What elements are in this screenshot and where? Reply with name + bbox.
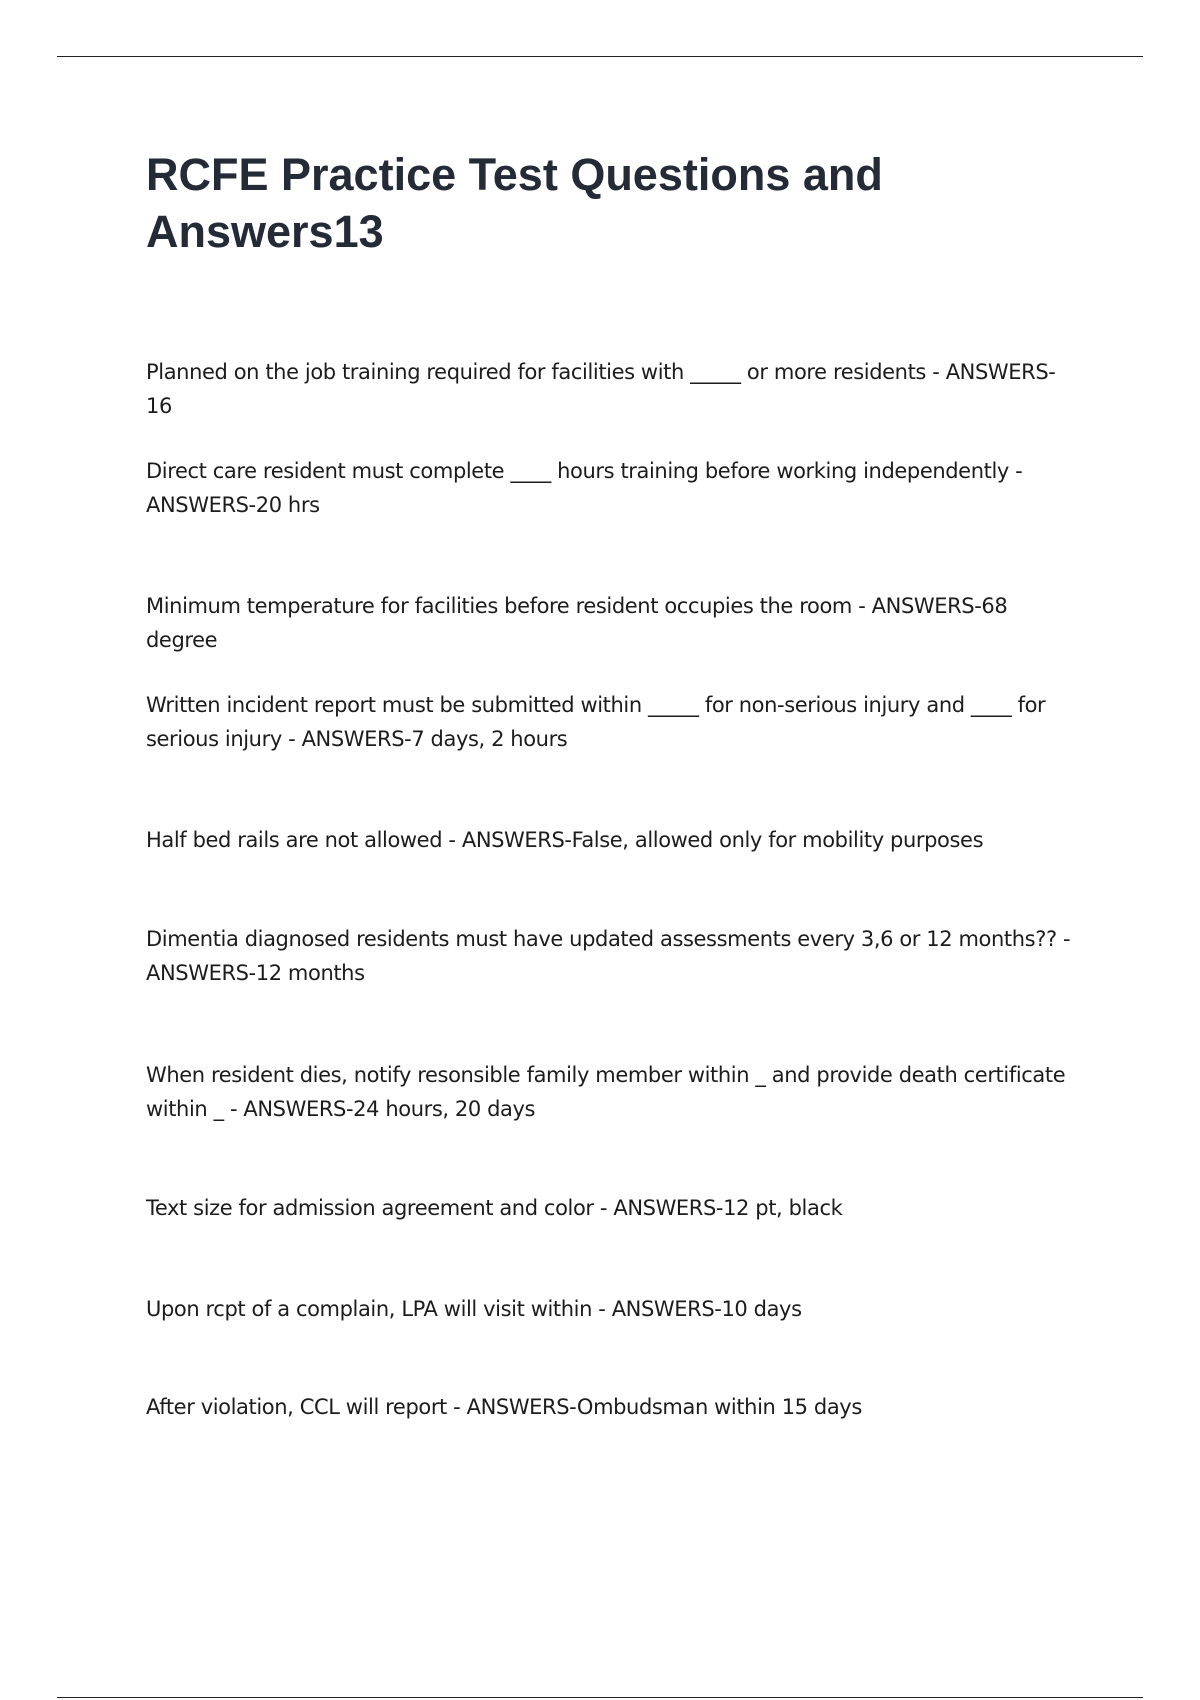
document-title: RCFE Practice Test Questions and Answers13: [146, 149, 883, 257]
qa-item-4: Written incident report must be submitted within _____ for non-serious injury and ____ for serious injury - ANSWERS-7 days, 2 hours: [146, 693, 1046, 751]
qa-item-7: When resident dies, notify resonsible family member within _ and provide death certificate within _ - ANSWERS-24 hours, 20 days: [146, 1063, 1066, 1121]
qa-item-1: Planned on the job training required for facilities with _____ or more residents - ANSWERS-16: [146, 360, 1056, 418]
qa-item-10: After violation, CCL will report - ANSWERS-Ombudsman within 15 days: [146, 1395, 862, 1419]
top-rule: [57, 56, 1143, 57]
qa-item-9: Upon rcpt of a complain, LPA will visit within - ANSWERS-10 days: [146, 1297, 802, 1321]
qa-item-2: Direct care resident must complete ____ hours training before working independently - ANSWERS-20 hrs: [146, 459, 1023, 517]
qa-item-5: Half bed rails are not allowed - ANSWERS-False, allowed only for mobility purposes: [146, 828, 984, 852]
bottom-rule: [57, 1697, 1143, 1698]
qa-item-3: Minimum temperature for facilities before resident occupies the room - ANSWERS-68 degree: [146, 594, 1008, 652]
qa-item-6: Dimentia diagnosed residents must have updated assessments every 3,6 or 12 months?? - ANSWERS-12 months: [146, 927, 1071, 985]
qa-item-8: Text size for admission agreement and color - ANSWERS-12 pt, black: [146, 1196, 843, 1220]
